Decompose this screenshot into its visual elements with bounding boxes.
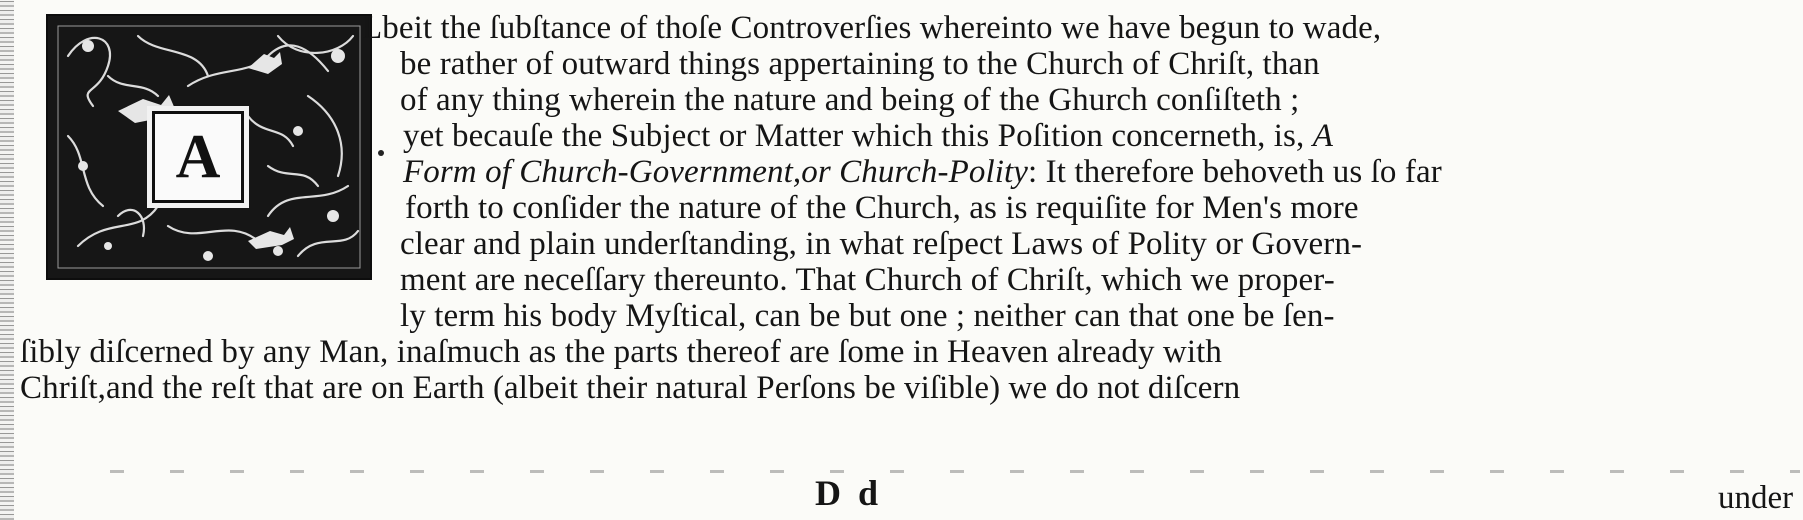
initial-letter: A (175, 123, 221, 191)
text-line-9: ly term his body Myſtical, can be but one ; neither can that one be ſen- (400, 298, 1335, 334)
text-line-2: be rather of outward things appertaining to the Church of Chriſt, than (400, 46, 1320, 82)
text-line-5 (403, 154, 1442, 190)
page-edge (0, 0, 14, 520)
text-line-1: Lbeit the ſubſtance of thoſe Controverſies whereinto we have begun to wade, (362, 10, 1382, 46)
initial-frame (152, 111, 244, 203)
text-line-7: clear and plain underſtanding, in what reſpect Laws of Polity or Govern- (400, 226, 1363, 262)
text-line-10: ſibly diſcerned by any Man, inaſmuch as the parts thereof are ſome in Heaven already with (20, 334, 1222, 370)
bleed-through-marks (110, 470, 1800, 473)
text-line-5-roman: : It therefore behoveth us ſo far (1028, 154, 1442, 190)
decorated-initial (48, 16, 370, 278)
text-line-6: forth to conſider the nature of the Church, as is requiſite for Men's more (405, 190, 1359, 226)
text-line-11: Chriſt,and the reſt that are on Earth (albeit their natural Perſons be viſible) we do not diſcern (20, 370, 1241, 406)
text-line-8: ment are neceſſary thereunto. That Church of Chriſt, which we proper- (400, 262, 1335, 298)
text-line-5-italic: Form of Church-Government,or Church-Polity (403, 154, 1028, 190)
text-line-4 (403, 118, 1333, 154)
catchword: under (1718, 480, 1794, 516)
text-line-4-italic: A (1312, 118, 1333, 154)
text-line-3: of any thing wherein the nature and being of the Ghurch conſiſteth ; (400, 82, 1300, 118)
text-line-4-roman: yet becauſe the Subject or Matter which this Poſition concerneth, is, (403, 118, 1313, 154)
stray-mark (378, 150, 384, 156)
signature-mark: D d (815, 473, 883, 513)
